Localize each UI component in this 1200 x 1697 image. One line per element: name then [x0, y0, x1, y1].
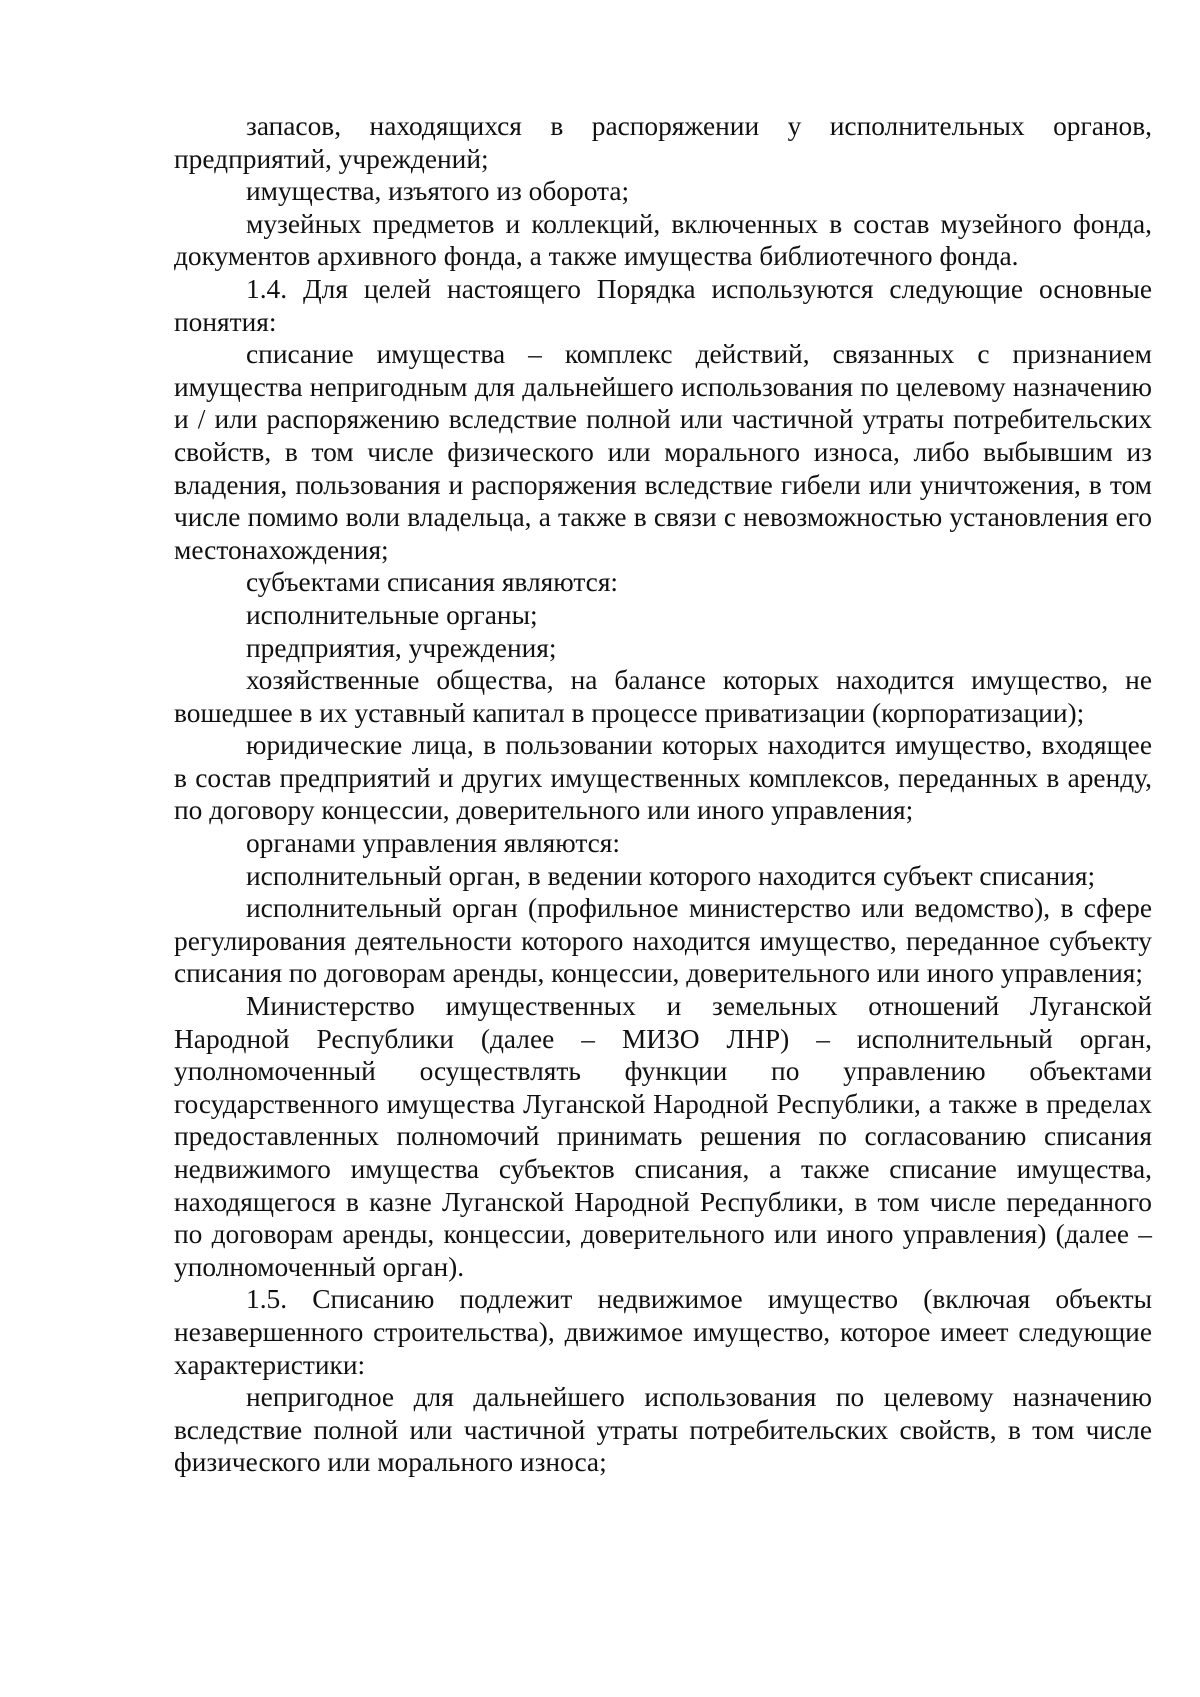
paragraph-museum-items: музейных предметов и коллекций, включенных в состав музейного фонда, документов архивного фонда, а также имущества библиотечного фонда.	[174, 208, 1152, 272]
paragraph-enterprises: предприятия, учреждения;	[246, 632, 557, 663]
paragraph-mizo-lnr: Министерство имущественных и земельных отношений Луганской Народной Республики (далее – МИЗО ЛНР) – исполнительный орган, уполномоченный осуществлять функции по управлению объектами государственного имущества Луганской Народной Республики, а также в пределах предоставленных полномочий принимать решения по согласованию списания недвижимого имущества субъектов списания, а также списание имущества, находящегося в казне Луганской Народной Республики, в том числе переданного по договорам аренды, концессии, доверительного или иного управления) (далее – уполномоченный орган).	[174, 991, 1152, 1282]
paragraph-business-companies: хозяйственные общества, на балансе которых находится имущество, не вошедшее в их уставный капитал в процессе приватизации (корпоратизации);	[174, 665, 1152, 728]
paragraph-withdrawn-property: имущества, изъятого из оборота;	[246, 176, 630, 207]
paragraph-unfit-property: непригодное для дальнейшего использования по целевому назначению вследствие полной или частичной утраты потребительских свойств, в том числе физического или морального износа;	[174, 1382, 1152, 1478]
paragraph-executive-bodies: исполнительные органы;	[246, 599, 538, 630]
paragraph-subjects-heading: субъектами списания являются:	[246, 567, 619, 598]
paragraph-legal-entities: юридические лица, в пользовании которых находится имущество, входящее в состав предприятий и других имущественных комплексов, переданных в аренду, по договору концессии, доверительного или иного управления;	[174, 730, 1152, 826]
paragraph-section-1-5: 1.5. Списанию подлежит недвижимое имущество (включая объекты незавершенного строительства), движимое имущество, которое имеет следующие характеристики:	[174, 1284, 1152, 1380]
paragraph-inventories: запасов, находящихся в распоряжении у исполнительных органов, предприятий, учреждений;	[174, 111, 1152, 174]
paragraph-management-bodies-heading: органами управления являются:	[246, 828, 621, 859]
document-page	[174, 110, 1152, 1479]
paragraph-section-1-4: 1.4. Для целей настоящего Порядка используются следующие основные понятия:	[174, 273, 1152, 337]
paragraph-definition-write-off: списание имущества – комплекс действий, связанных с признанием имущества непригодным для дальнейшего использования по целевому назначению и / или распоряжению вследствие полной или частичной утраты потребительских свойств, в том числе физического или морального износа, либо выбывшим из владения, пользования и распоряжения вследствие гибели или уничтожения, в том числе помимо воли владельца, а также в связи с невозможностью установления его местонахождения;	[174, 339, 1152, 565]
paragraph-executive-body-profile: исполнительный орган (профильное министерство или ведомство), в сфере регулирования деятельности которого находится имущество, переданное субъекту списания по договорам аренды, концессии, доверительного или иного управления;	[174, 893, 1152, 989]
paragraph-executive-body-supervising: исполнительный орган, в ведении которого находится субъект списания;	[246, 860, 1096, 891]
